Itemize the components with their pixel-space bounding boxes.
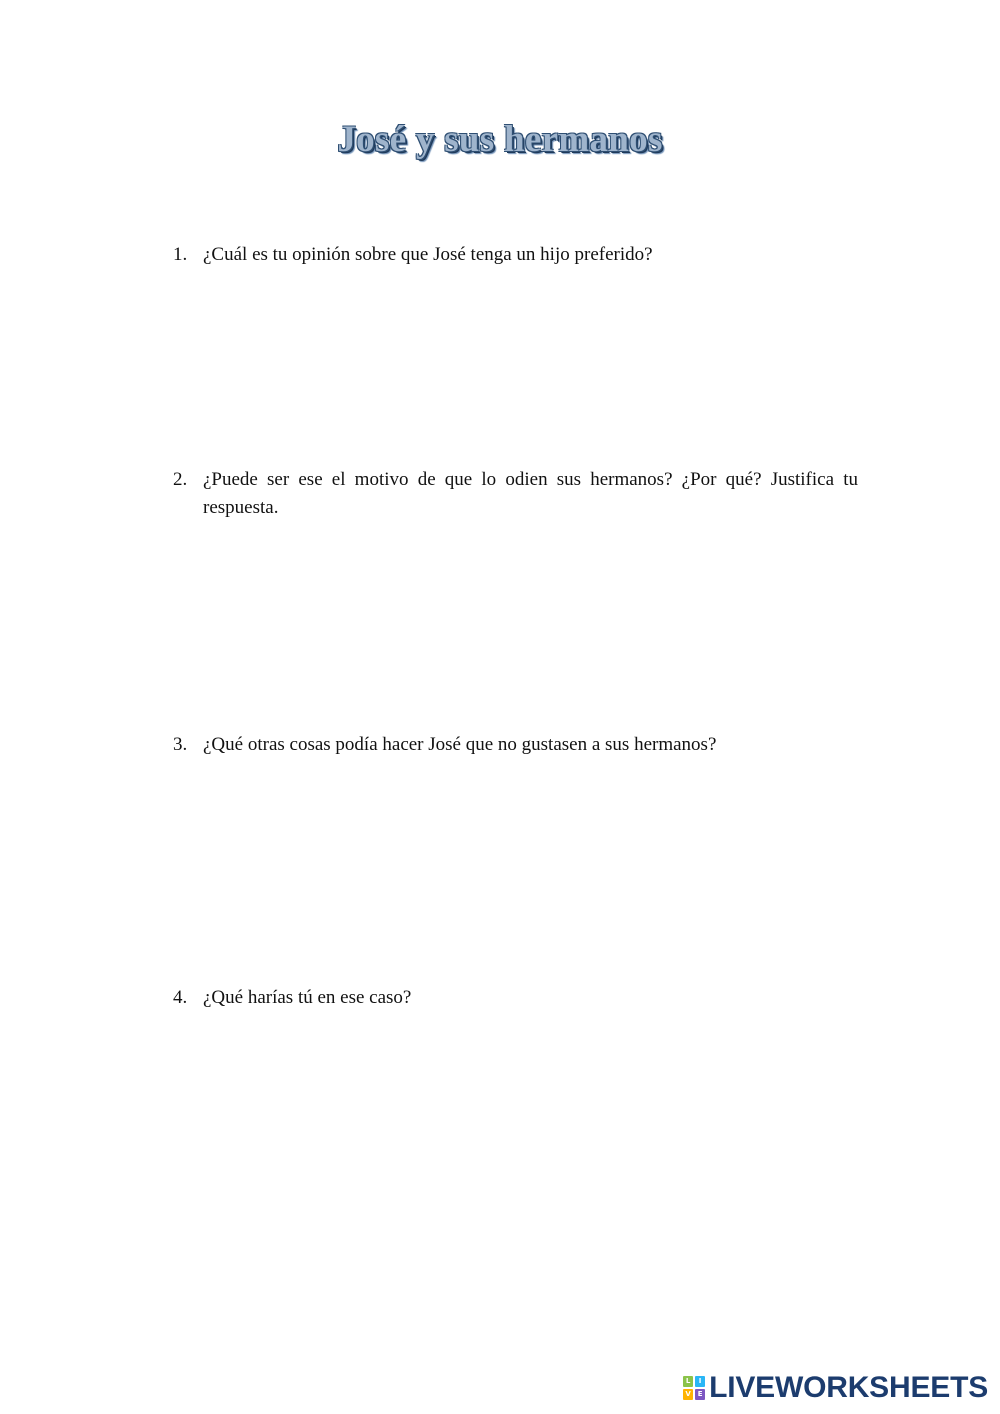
question-text: ¿Qué harías tú en ese caso?: [203, 987, 412, 1008]
liveworksheets-logo: [683, 1370, 988, 1406]
logo-mark-l: L: [683, 1376, 693, 1387]
question-number: 1.: [173, 244, 188, 265]
logo-text: LIVEWORKSHEETS: [709, 1371, 988, 1404]
question-text: ¿Puede ser ese el motivo de que lo odien sus hermanos? ¿Por qué? Justifica tu respuesta.: [203, 469, 858, 518]
logo-mark-e: E: [695, 1389, 705, 1400]
logo-mark-i: I: [695, 1376, 705, 1387]
question-text: ¿Qué otras cosas podía hacer José que no gustasen a sus hermanos?: [203, 734, 717, 755]
logo-mark-icon: [683, 1376, 705, 1400]
question-2: [173, 466, 858, 522]
question-4: [173, 984, 858, 1012]
worksheet-title: José y sus hermanos: [337, 119, 663, 160]
question-number: 3.: [173, 734, 188, 755]
question-text: ¿Cuál es tu opinión sobre que José tenga un hijo preferido?: [203, 244, 653, 265]
question-1: [173, 241, 858, 269]
question-number: 2.: [173, 469, 188, 490]
logo-mark-v: V: [683, 1389, 693, 1400]
question-3: [173, 731, 858, 759]
question-number: 4.: [173, 987, 188, 1008]
